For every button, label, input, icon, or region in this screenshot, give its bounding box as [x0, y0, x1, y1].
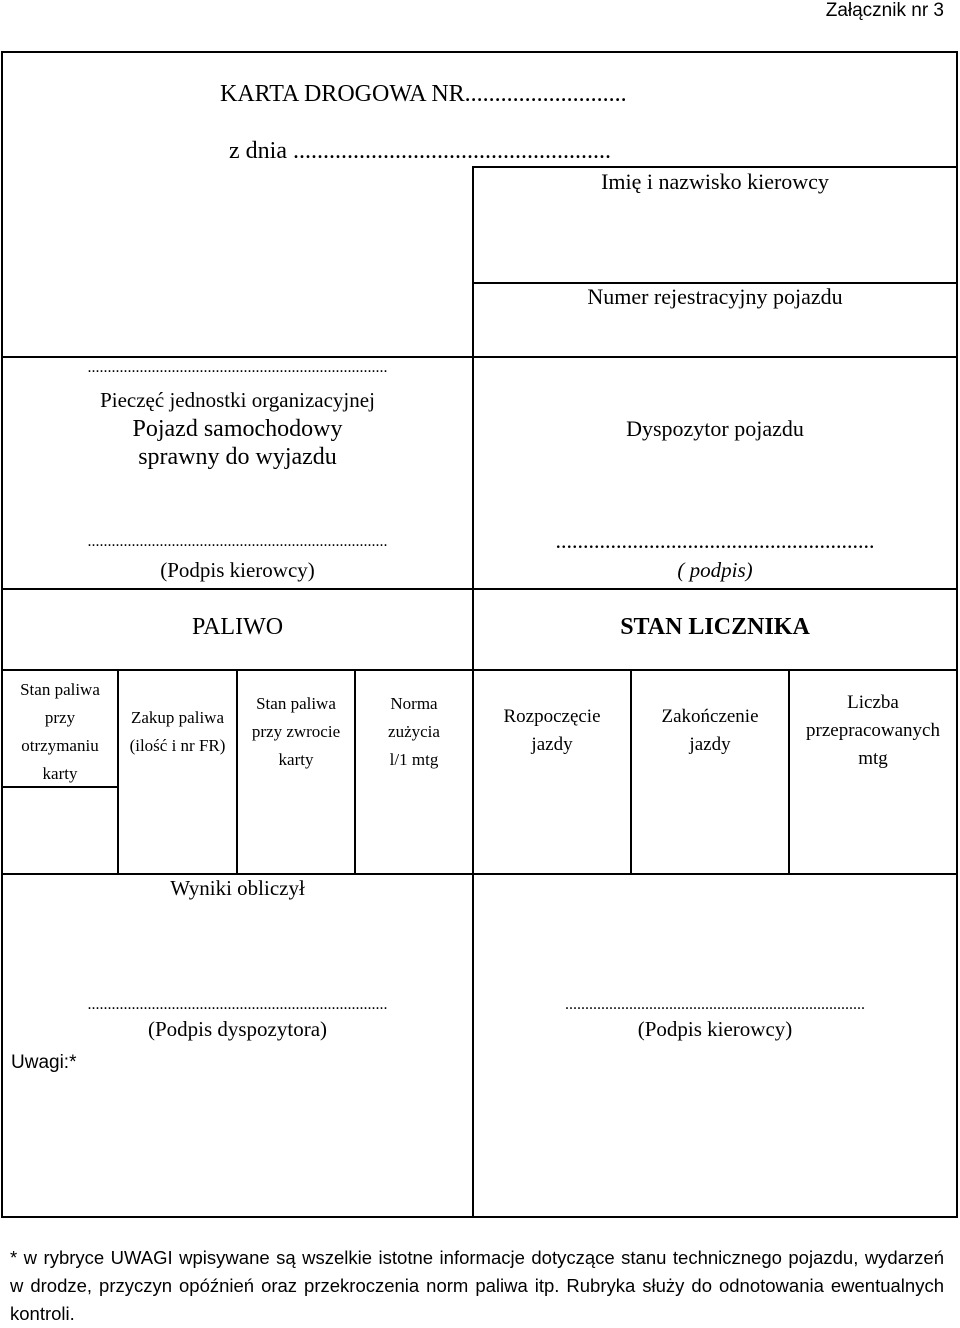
column-header-line: Liczba [847, 692, 899, 713]
column-header-line: przy [44, 708, 76, 727]
column-header-line: zużycia [388, 722, 440, 741]
results-label: Wyniki obliczył [170, 876, 305, 900]
column-header-end [632, 703, 788, 759]
column-header-fuel-purchase [119, 704, 236, 760]
stamp-label: Pieczęć jednostki organizacyjnej [100, 388, 375, 412]
column-header-fuel-returned [238, 690, 354, 774]
driver-signature-dots: ........................................................................... [565, 996, 865, 1013]
col-divider-1 [117, 669, 119, 874]
column-header-line: l/1 mtg [389, 750, 439, 769]
column-header-line: Rozpoczęcie [503, 706, 601, 727]
frame-bottom [1, 1216, 958, 1218]
divider-fuel-header [1, 669, 958, 671]
driver-name-label: Imię i nazwisko kierowcy [601, 169, 829, 194]
meter-header: STAN LICZNIKA [620, 614, 810, 640]
column-header-line: karty [278, 750, 314, 769]
column-header-line: przepracowanych [806, 720, 940, 741]
frame-right [956, 51, 958, 1218]
vehicle-ok-line2: sprawny do wyjazdu [138, 444, 337, 470]
footnote: * w rybryce UWAGI wpisywane są wszelkie istotne informacje dotyczące stanu technicznego pojazdu, wydarzeń w drodze, przyczyn opóźnień oraz przekroczenia norm paliwa itp. Rubryka służy do odnotowania ewentualnych kontroli. [10, 1247, 944, 1324]
column-header-line: mtg [858, 748, 888, 769]
divider-signatures [1, 588, 958, 590]
divider-registration [1, 356, 958, 358]
driver-sign-label: (Podpis kierowcy) [160, 558, 315, 582]
column-header-line: Zakup paliwa [131, 708, 224, 727]
vehicle-ok-line1: Pojazd samochodowy [132, 416, 343, 442]
column-header-line: Zakończenie [661, 706, 759, 727]
column-header-start [474, 703, 630, 759]
column-header-line: (ilość i nr FR) [129, 736, 226, 755]
dispatcher-label: Dyspozytor pojazdu [626, 416, 804, 441]
column-header-fuel-received [3, 676, 117, 788]
fuel-header: PALIWO [191, 614, 284, 640]
column-header-line: otrzymaniu [21, 736, 99, 755]
dispatcher-sign-label: ( podpis) [677, 558, 753, 582]
dispatcher-sign-dots: .......................................................... [555, 528, 875, 553]
annex-label: Załącznik nr 3 [825, 0, 944, 21]
registration-label: Numer rejestracyjny pojazdu [587, 284, 843, 309]
frame-top [1, 51, 958, 53]
card-title: KARTA DROGOWA NR........................... [220, 81, 627, 107]
driver-signature-label: (Podpis kierowcy) [637, 1017, 793, 1041]
column-header-line: karty [42, 764, 78, 783]
driver-sign-dots: ........................................................................... [87, 533, 388, 550]
dispatcher-signature-label: (Podpis dyspozytora) [147, 1017, 328, 1041]
column-header-line: przy zwrocie [251, 722, 341, 741]
column-header-line: jazdy [531, 734, 573, 755]
column-header-line: Stan paliwa [256, 694, 336, 713]
column-header-line: Stan paliwa [20, 680, 100, 699]
dispatcher-signature-dots: ........................................................................... [87, 996, 388, 1013]
column-header-hours [790, 689, 956, 773]
column-header-fuel-norm [356, 690, 472, 774]
column-header-line: jazdy [689, 734, 731, 755]
divider-columns [1, 873, 958, 875]
column-header-line: Norma [390, 694, 438, 713]
stamp-dots: ........................................................................... [87, 359, 388, 376]
divider-date [472, 166, 958, 168]
date-line: z dnia ..................................................... [229, 138, 611, 164]
remarks-label: Uwagi:* [11, 1052, 77, 1073]
col-divider-5 [630, 669, 632, 874]
